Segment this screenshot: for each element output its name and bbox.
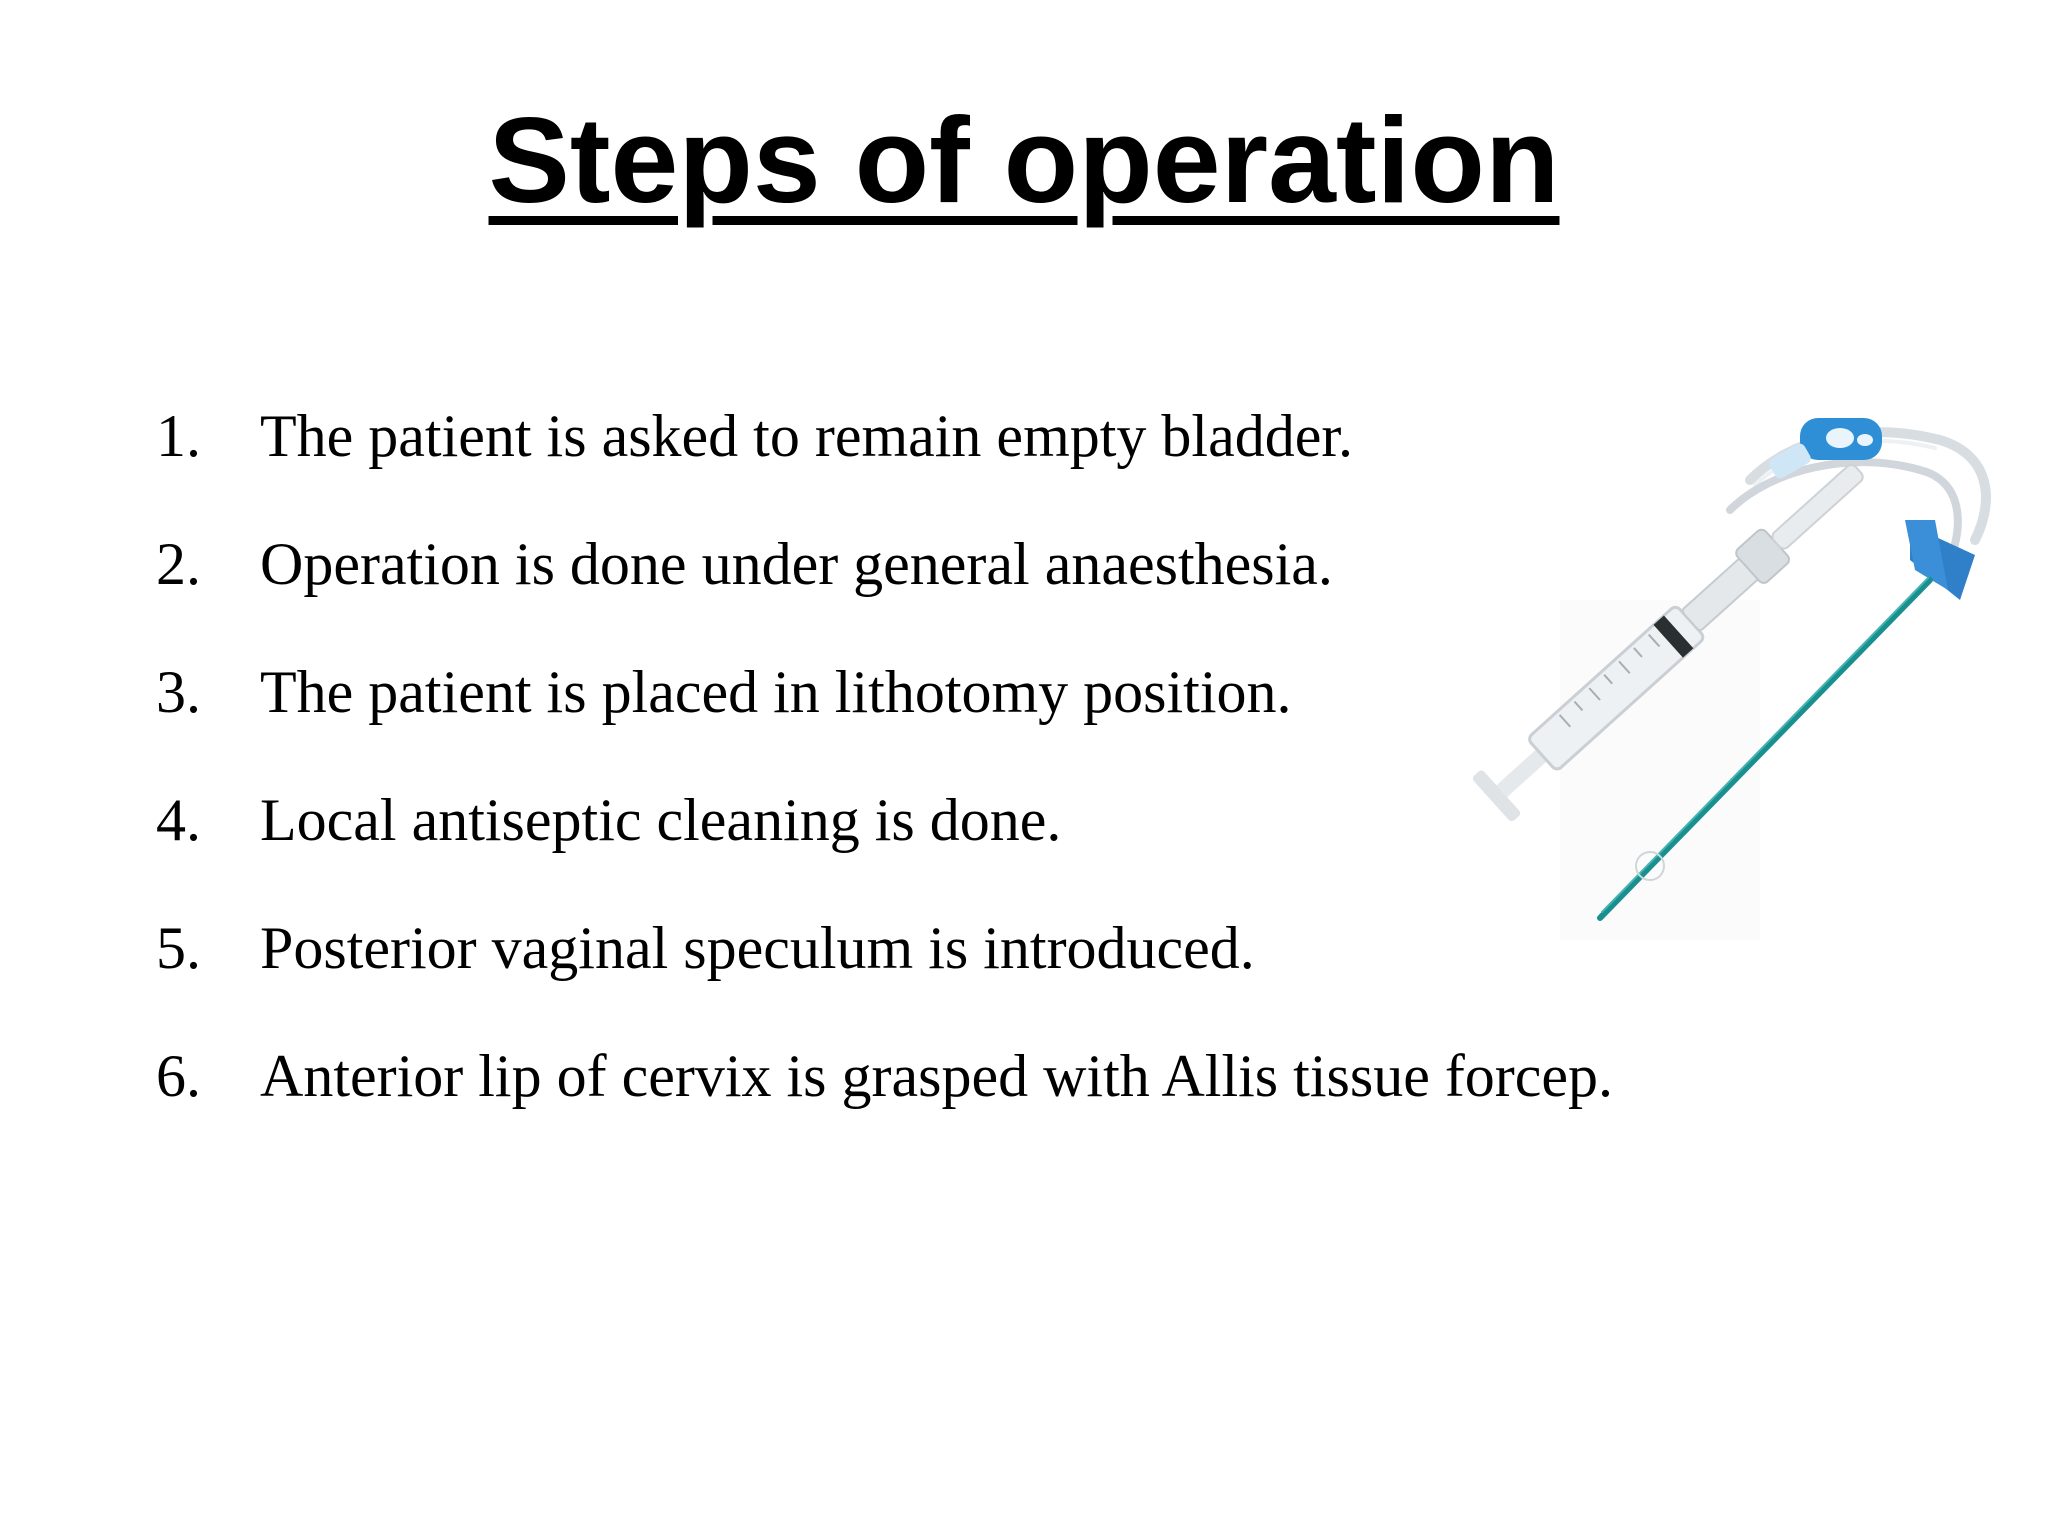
step-text: The patient is asked to remain empty bladder. [260,403,1354,469]
step-number: 3. [156,659,201,725]
list-item [156,1042,1613,1170]
step-number: 1. [156,403,201,469]
step-number: 2. [156,531,201,597]
slide-title [0,90,2048,230]
step-number: 4. [156,787,201,853]
step-text: Local antiseptic cleaning is done. [260,787,1062,853]
catheter-syringe-icon [1440,400,2000,960]
step-text: The patient is placed in lithotomy position. [260,659,1292,725]
list-item [156,914,1613,1042]
step-text: Operation is done under general anaesthesia. [260,531,1333,597]
step-number: 6. [156,1043,201,1109]
step-text: Posterior vaginal speculum is introduced. [260,915,1255,981]
list-item [156,786,1613,914]
list-item [156,658,1613,786]
step-text: Anterior lip of cervix is grasped with Allis tissue forcep. [260,1043,1614,1109]
step-number: 5. [156,915,201,981]
list-item [156,402,1613,530]
slide-title-text: Steps of operation [488,92,1560,228]
list-item [156,530,1613,658]
steps-list [156,402,1613,1170]
